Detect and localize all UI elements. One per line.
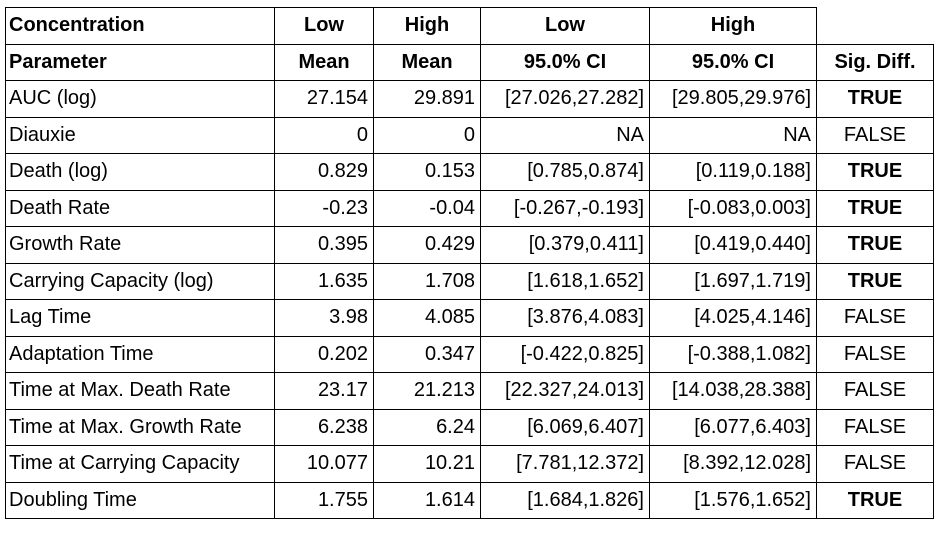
low-ci-cell: [27.026,27.282] [481, 81, 650, 118]
high-ci-cell: [-0.083,0.003] [650, 190, 817, 227]
sig-diff-cell: FALSE [817, 373, 934, 410]
low-ci-cell: [0.785,0.874] [481, 154, 650, 191]
high-mean-cell: 10.21 [374, 446, 481, 483]
low-ci-cell: [22.327,24.013] [481, 373, 650, 410]
parameter-cell: Death Rate [6, 190, 275, 227]
high-mean-cell: 0 [374, 117, 481, 154]
header-high-mean: Mean [374, 44, 481, 81]
results-table-body [6, 8, 934, 519]
table-row [6, 154, 934, 191]
low-ci-cell: [6.069,6.407] [481, 409, 650, 446]
parameter-cell: Time at Max. Death Rate [6, 373, 275, 410]
parameter-cell: Time at Carrying Capacity [6, 446, 275, 483]
low-mean-cell: 1.635 [275, 263, 374, 300]
high-mean-cell: 0.347 [374, 336, 481, 373]
high-mean-cell: -0.04 [374, 190, 481, 227]
high-ci-cell: [6.077,6.403] [650, 409, 817, 446]
high-ci-cell: [0.419,0.440] [650, 227, 817, 264]
header-empty-cell [817, 8, 934, 45]
low-mean-cell: 0 [275, 117, 374, 154]
high-ci-cell: [1.576,1.652] [650, 482, 817, 519]
sig-diff-cell: FALSE [817, 446, 934, 483]
sig-diff-cell: FALSE [817, 336, 934, 373]
high-mean-cell: 21.213 [374, 373, 481, 410]
parameter-cell: AUC (log) [6, 81, 275, 118]
low-ci-cell: [1.684,1.826] [481, 482, 650, 519]
sig-diff-cell: FALSE [817, 117, 934, 154]
low-ci-cell: [-0.422,0.825] [481, 336, 650, 373]
header-sig-diff: Sig. Diff. [817, 44, 934, 81]
header-low-mean: Mean [275, 44, 374, 81]
high-ci-cell: [8.392,12.028] [650, 446, 817, 483]
sig-diff-cell: FALSE [817, 300, 934, 337]
table-row [6, 482, 934, 519]
table-row [6, 263, 934, 300]
low-mean-cell: 3.98 [275, 300, 374, 337]
low-ci-cell: [3.876,4.083] [481, 300, 650, 337]
high-ci-cell: [14.038,28.388] [650, 373, 817, 410]
low-mean-cell: 27.154 [275, 81, 374, 118]
table-row [6, 446, 934, 483]
header-row-parameter [6, 44, 934, 81]
low-ci-cell: NA [481, 117, 650, 154]
parameter-cell: Doubling Time [6, 482, 275, 519]
high-ci-cell: [1.697,1.719] [650, 263, 817, 300]
parameter-cell: Growth Rate [6, 227, 275, 264]
sig-diff-cell: TRUE [817, 482, 934, 519]
low-ci-cell: [-0.267,-0.193] [481, 190, 650, 227]
header-high-1: High [374, 8, 481, 45]
header-row-concentration [6, 8, 934, 45]
low-mean-cell: 1.755 [275, 482, 374, 519]
high-mean-cell: 1.708 [374, 263, 481, 300]
sig-diff-cell: TRUE [817, 190, 934, 227]
header-low-ci: 95.0% CI [481, 44, 650, 81]
table-row [6, 336, 934, 373]
table-row [6, 409, 934, 446]
low-mean-cell: 0.829 [275, 154, 374, 191]
parameter-cell: Time at Max. Growth Rate [6, 409, 275, 446]
parameter-cell: Death (log) [6, 154, 275, 191]
low-ci-cell: [0.379,0.411] [481, 227, 650, 264]
table-row [6, 373, 934, 410]
header-low-2: Low [481, 8, 650, 45]
parameter-cell: Carrying Capacity (log) [6, 263, 275, 300]
header-high-2: High [650, 8, 817, 45]
low-mean-cell: 23.17 [275, 373, 374, 410]
results-table [5, 7, 934, 519]
low-mean-cell: 0.395 [275, 227, 374, 264]
sig-diff-cell: FALSE [817, 409, 934, 446]
high-mean-cell: 0.153 [374, 154, 481, 191]
table-row [6, 190, 934, 227]
sig-diff-cell: TRUE [817, 154, 934, 191]
high-ci-cell: [29.805,29.976] [650, 81, 817, 118]
header-high-ci: 95.0% CI [650, 44, 817, 81]
header-concentration: Concentration [6, 8, 275, 45]
low-mean-cell: 10.077 [275, 446, 374, 483]
high-ci-cell: [-0.388,1.082] [650, 336, 817, 373]
high-mean-cell: 1.614 [374, 482, 481, 519]
low-ci-cell: [1.618,1.652] [481, 263, 650, 300]
table-row [6, 81, 934, 118]
high-ci-cell: NA [650, 117, 817, 154]
header-low-1: Low [275, 8, 374, 45]
low-ci-cell: [7.781,12.372] [481, 446, 650, 483]
table-row [6, 117, 934, 154]
sig-diff-cell: TRUE [817, 263, 934, 300]
low-mean-cell: -0.23 [275, 190, 374, 227]
table-row [6, 227, 934, 264]
low-mean-cell: 6.238 [275, 409, 374, 446]
high-mean-cell: 4.085 [374, 300, 481, 337]
header-parameter: Parameter [6, 44, 275, 81]
high-ci-cell: [4.025,4.146] [650, 300, 817, 337]
low-mean-cell: 0.202 [275, 336, 374, 373]
high-ci-cell: [0.119,0.188] [650, 154, 817, 191]
high-mean-cell: 0.429 [374, 227, 481, 264]
parameter-cell: Diauxie [6, 117, 275, 154]
sig-diff-cell: TRUE [817, 227, 934, 264]
parameter-cell: Lag Time [6, 300, 275, 337]
high-mean-cell: 6.24 [374, 409, 481, 446]
parameter-cell: Adaptation Time [6, 336, 275, 373]
sig-diff-cell: TRUE [817, 81, 934, 118]
table-row [6, 300, 934, 337]
high-mean-cell: 29.891 [374, 81, 481, 118]
